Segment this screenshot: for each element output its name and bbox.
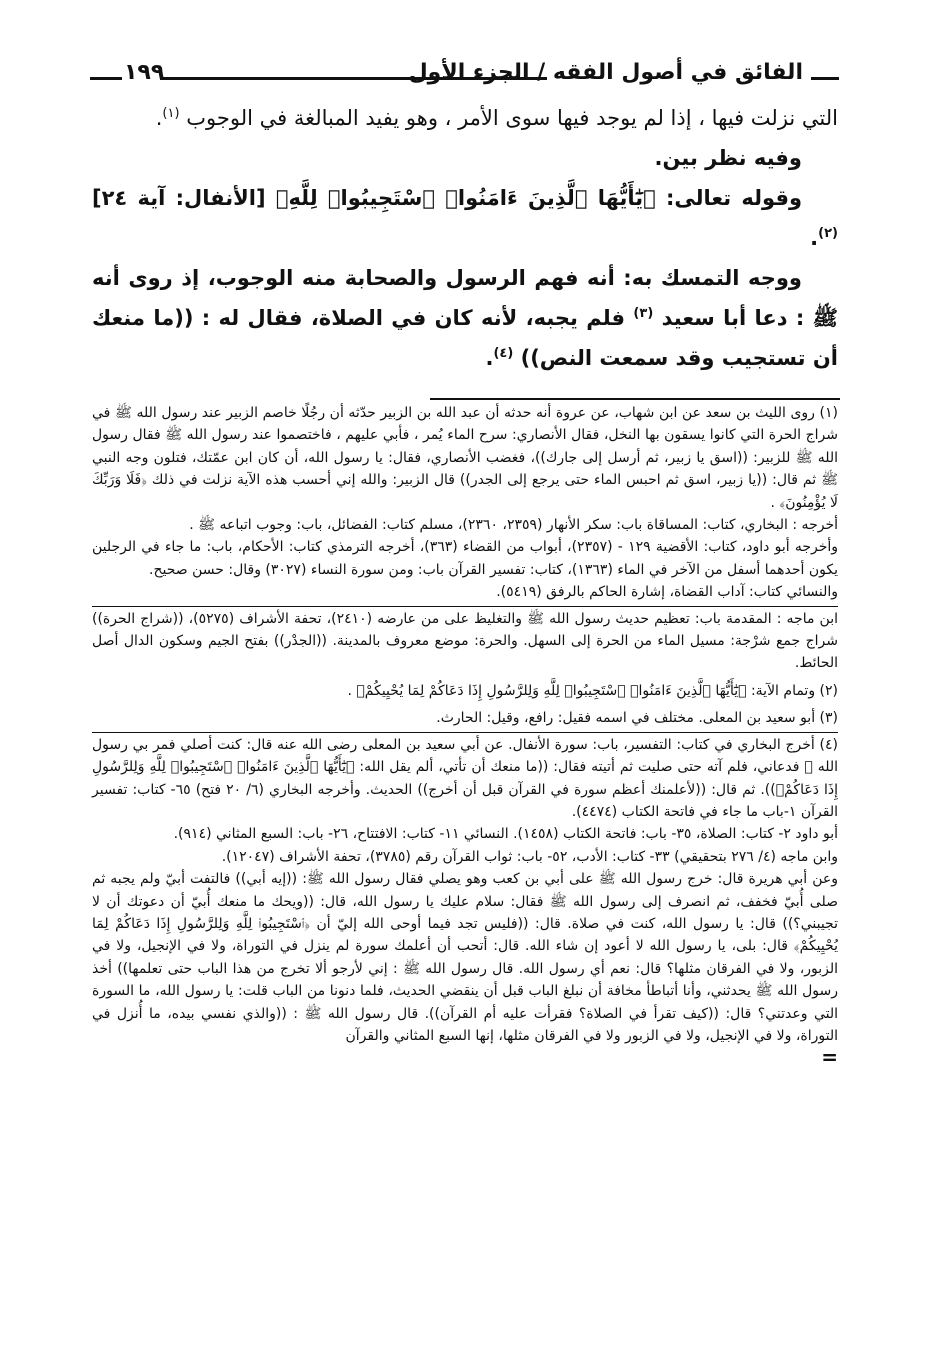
running-header (84, 58, 839, 92)
main-text (92, 98, 838, 378)
continuation-mark: = (821, 1045, 838, 1070)
footnote-1: (١) روى الليث بن سعد عن ابن شهاب، عن عروة أنه حدثه أن عبد الله بن الزبير حدّثه أن رجُلًا خاصم الزبير عند رسول الله ﷺ في شراج الحرة التي كانوا يسقون بها النخل، فقال الأنصاري: سرح الماء يُمر ، فأبي عليهم ، فاختصموا عند رسول الله ﷺ فقال رسول الله ﷺ للزبير: ((اسق يا زبير، ثم أرسل إلى جارك))، فغضب الأنصاري، فقال: يا رسول الله، أن كان ابن عمّتك، فتلون وجه النبي ﷺ ثم قال: ((يا زبير، اسق ثم احبس الماء حتى يرجع إلى الجدر)) قال الزبير: والله إني أحسب هذه الآية نزلت في ذلك ﴿فَلَا وَرَبِّكَ لَا يُؤْمِنُونَ﴾ . (92, 405, 838, 511)
footnote-4: (٤) أخرج البخاري في كتاب: التفسير، باب: سورة الأنفال. عن أبي سعيد بن المعلى رضى الله عنه قال: كنت أصلي فمر بي رسول الله ﷺ فدعاني، فلم آته حتى صليت ثم أتيته فقال: ((ما منعك أن تأتي، ألم يقل الله: ﴿يَٰٓأَيُّهَا ٱلَّذِينَ ءَامَنُوا۟ ٱسْتَجِيبُوا۟ لِلَّهِ وَلِلرَّسُولِ إِذَا دَعَاكُمْ﴾)). ثم قال: ((لأعلمنك أعظم سورة في القرآن قبل أن أخرج)) الحديث. وأخرجه البخاري (٦/ ٢٠ فتح) ٦٥- كتاب: تفسير القرآن ١-باب ما جاء في فاتحة الكتاب (٤٤٧٤). (92, 736, 838, 820)
page-number: ١٩٩ (124, 60, 165, 85)
footnote-takhrij: أبو داود ٢- كتاب: الصلاة، ٣٥- باب: فاتحة الكتاب (١٤٥٨). النسائي ١١- كتاب: الافتتاح، ٢٦- باب: السبع المثاني (٩١٤). (173, 826, 838, 843)
footnote-hadith: وعن أبي هريرة قال: خرج رسول الله ﷺ على أبي بن كعب وهو يصلي فقال رسول الله ﷺ: ((إيه أبي)) فالتفت أبيّ ولم يجبه ثم صلى أُبيّ فخفف، ثم انصرف إلى رسول الله ﷺ فقال: سلام عليك يا رسول الله، قال: ((ويحك ما منعك أُبيّ أن دعوتك أن لا تجيبني؟)) قال: يا رسول الله، كنت في صلاة. قال: ((فليس تجد فيما أوحى الله إليّ أن ﴿ٱسْتَجِيبُوا۟ لِلَّهِ وَلِلرَّسُولِ إِذَا دَعَاكُمْ لِمَا يُحْيِيكُمْ﴾ قال: بلى، يا رسول الله لا أعود إن شاء الله. قال: أتحب أن أعلمك سورة لم ينزل في التوراة، ولا في الإنجيل، ولا في الزبور، ولا في الفرقان مثلها؟ قال: نعم أي رسول الله. قال رسول الله ﷺ : إني لأرجو ألا تخرج من هذا الباب حتى تعلمها)) أخذ رسول الله ﷺ يحدثني، وأنا أتباطأ مخافة أن نبلغ الباب قبل أن ينقضي الحديث، فلما دنونا من الباب قلت: يا رسول الله، ما السورة التي وعدتني؟ قال: ((كيف تقرأ في الصلاة؟ فقرأت عليه أم القرآن)). قال رسول الله ﷺ : ((والذي نفسي بيده، ما أُنزل في التوراة، ولا في الإنجيل، ولا في الزبور ولا في الفرقان مثلها، إنها السبع المثاني والقرآن (92, 871, 838, 1044)
body-paragraph: التي نزلت فيها ، إذا لم يوجد فيها سوى الأمر ، وهو يفيد المبالغة في الوجوب $^{(١)}$. (155, 106, 838, 130)
footnote-divider (92, 732, 838, 733)
footnote-separator (430, 398, 840, 400)
book-title: الفائق في أصول الفقه / الجزء الأول (408, 60, 803, 85)
footnote-takhrij: وأخرجه أبو داود، كتاب: الأقضية ١٢٩ - (٢٣٥٧)، أبواب من القضاء (٣٦٣)، أخرجه الترمذي كتاب: الأحكام، باب: ما جاء في الرجلين يكون أحدهما أسفل من الآخر في الماء (١٣٦٣)، كتاب: تفسير القرآن باب: ومن سورة النساء (٣٠٢٧) وقال: حسن صحيح. (92, 539, 839, 578)
footnotes (92, 402, 839, 1070)
footnote-ref: (١) (162, 106, 180, 121)
footnote-3: (٣) أبو سعيد بن المعلى. مختلف في اسمه فقيل: رافع، وقيل: الحارث. (436, 710, 838, 727)
footnote-takhrij: ابن ماجه : المقدمة باب: تعظيم حديث رسول الله ﷺ والتغليظ على من عارضه (٢٤١٠)، تحفة الأشراف (٥٢٧٥)، ((شراج الحرة)) شراج جمع شرْجة: مسيل الماء من الحرة إلى السهل. والحرة: موضع معروف بالمدينة. ((الجدْر)) بفتح الجيم وسكون الدال أصل الحائط. (92, 610, 838, 672)
footnote-2: (٢) وتمام الآية: ﴿يَٰٓأَيُّهَا ٱلَّذِينَ ءَامَنُوا۟ ٱسْتَجِيبُوا۟ لِلَّهِ وَلِلرَّسُولِ إِذَا دَعَاكُمْ لِمَا يُحْيِيكُمْ﴾ . (347, 682, 838, 699)
footnote-takhrij: أخرجه : البخاري، كتاب: المساقاة باب: سكر الأنهار (٢٣٥٩، ٢٣٦٠)، مسلم كتاب: الفضائل، باب: وجوب اتباعه ﷺ . (189, 517, 838, 534)
footnote-ref: (٤) (493, 346, 514, 361)
header-rule-right (811, 77, 839, 80)
footnote-takhrij: وابن ماجه (٤/ ٢٧٦ بتحقيقي) ٣٣- كتاب: الأدب، ٥٢- باب: ثواب القرآن رقم (٣٧٨٥)، تحفة الأشراف (١٢٠٤٧). (221, 848, 838, 865)
body-paragraph: وقوله تعالى: ﴿يَٰٓأَيُّهَا ٱلَّذِينَ ءَامَنُوا۟ ٱسْتَجِيبُوا۟ لِلَّهِ﴾ [الأنفال: آية ٢٤] $^{(٢)}$. (92, 186, 838, 250)
header-rule-middle (160, 77, 547, 80)
footnote-takhrij: والنسائي كتاب: آداب القضاة، إشارة الحاكم بالرفق (٥٤١٩). (496, 584, 838, 601)
footnote-divider (92, 606, 838, 607)
body-paragraph: ووجه التمسك به: أنه فهم الرسول والصحابة منه الوجوب، إذ روى أنه ﷺ : دعا أبا سعيد $^{(٣)}$ فلم يجبه، لأنه كان في الصلاة، فقال له : ((ما منعك أن تستجيب وقد سمعت النص)) $^{(٤)}$. (92, 266, 838, 370)
footnote-ref: (٣) (633, 306, 654, 321)
header-rule-left (90, 77, 122, 80)
footnote-ref: (٢) (818, 226, 838, 241)
body-paragraph: وفيه نظر بين. (654, 146, 802, 170)
